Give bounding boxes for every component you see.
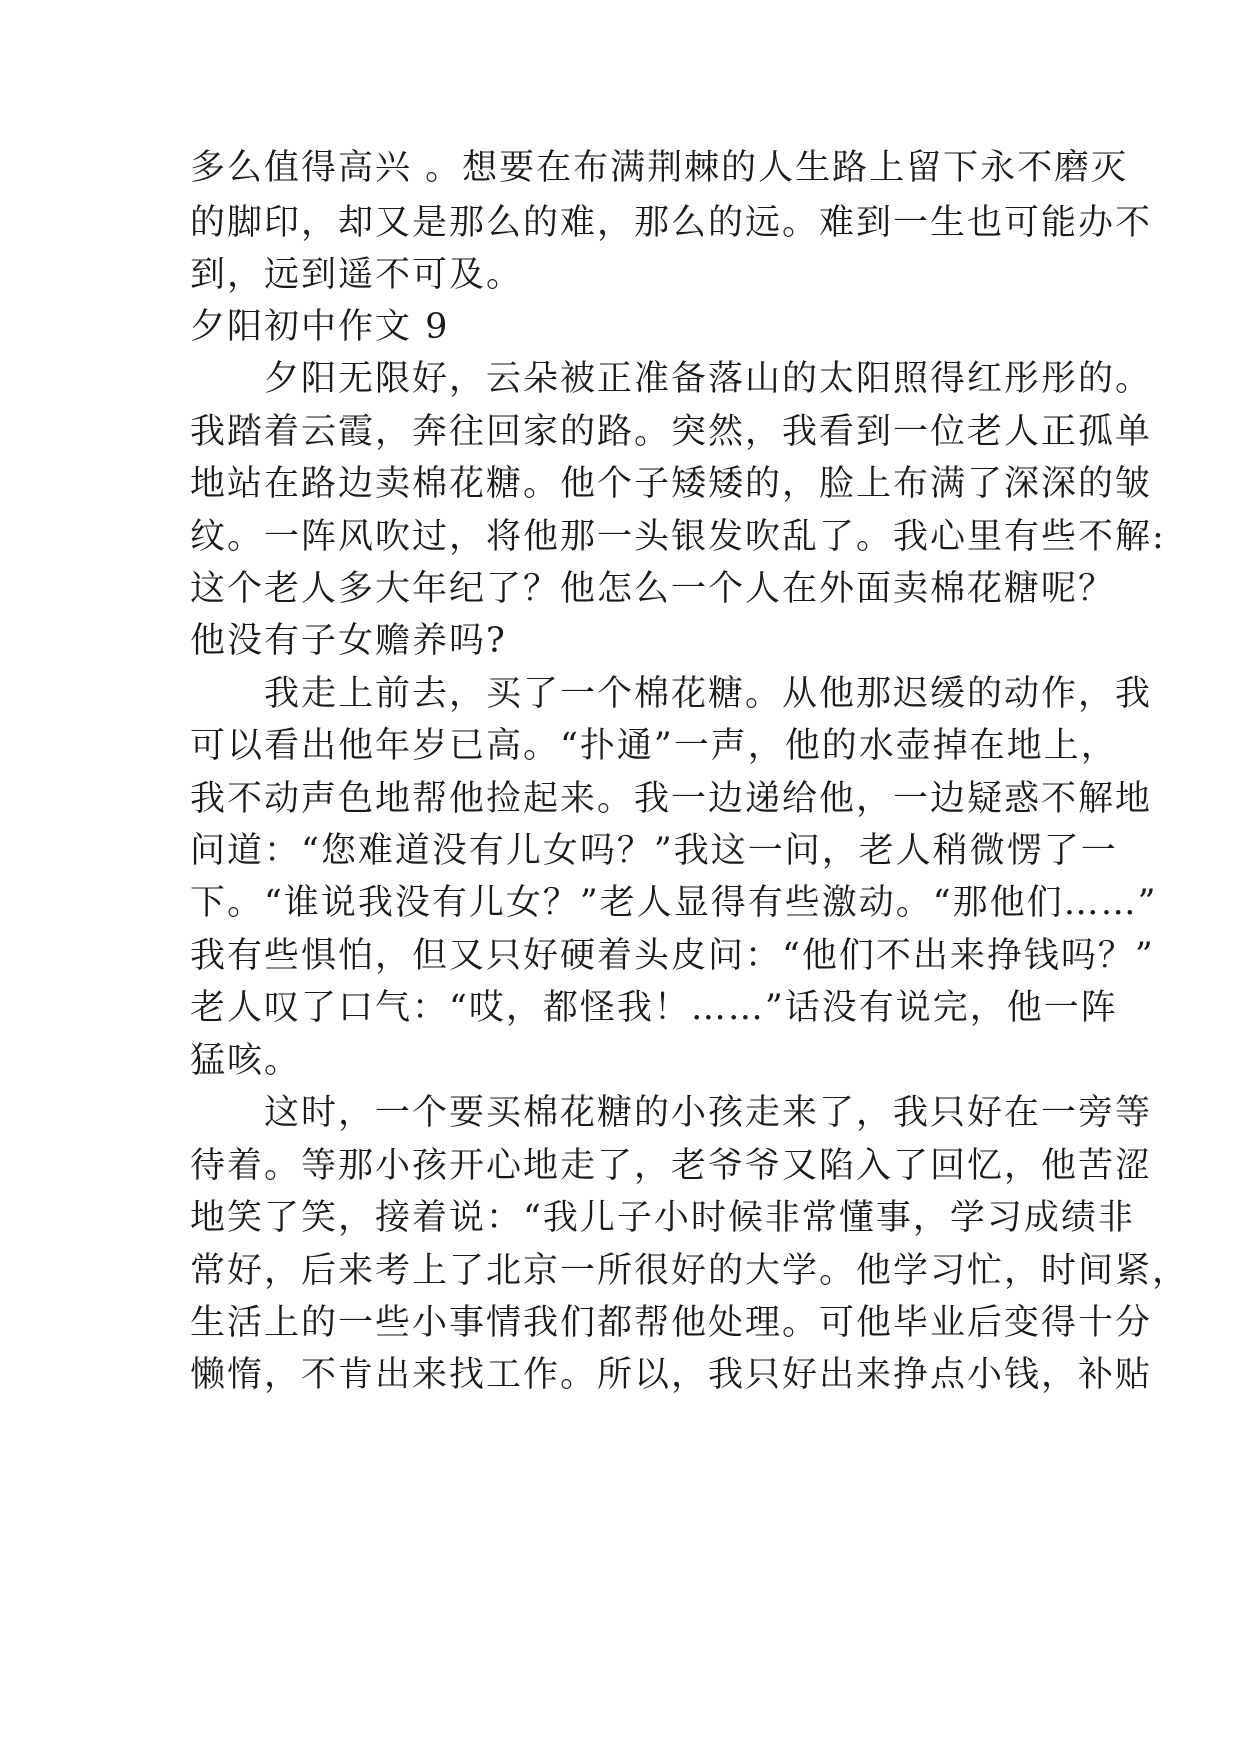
text-line: 生活上的一些小事情我们都帮他处理。可他毕业后变得十分 [190, 1303, 1153, 1343]
text-line: 多么值得高兴 。想要在布满荆棘的人生路上留下永不磨灭 [190, 148, 1129, 188]
text-line: 下。“谁说我没有儿女？”老人显得有些激动。“那他们……” [190, 883, 1158, 923]
text-line: 地笑了笑，接着说：“我儿子小时候非常懂事，学习成绩非 [190, 1198, 1135, 1238]
text-line: 这时，一个要买棉花糖的小孩走来了，我只好在一旁等 [190, 1093, 1153, 1133]
text-line: 常好，后来考上了北京一所很好的大学。他学习忙，时间紧， [190, 1251, 1190, 1291]
text-line: 纹。一阵风吹过，将他那一头银发吹乱了。我心里有些不解: [190, 517, 1166, 557]
text-line: 我有些惧怕，但又只好硬着头皮问：“他们不出来挣钱吗？” [190, 936, 1155, 976]
text-line: 这个老人多大年纪了？他怎么一个人在外面卖棉花糖呢？ [190, 569, 1116, 609]
text-line: 待着。等那小孩开心地走了，老爷爷又陷入了回忆，他苦涩 [190, 1146, 1153, 1186]
text-line: 问道：“您难道没有儿女吗？”我这一问，老人稍微愣了一 [190, 831, 1118, 871]
text-line: 猛咳。 [190, 1041, 302, 1081]
text-line: 我走上前去，买了一个棉花糖。从他那迟缓的动作，我 [190, 674, 1153, 714]
text-line: 懒惰，不肯出来找工作。所以，我只好出来挣点小钱，补贴 [190, 1355, 1153, 1395]
section-heading: 夕阳初中作文 9 [190, 307, 450, 347]
text-line: 老人叹了口气：“哎，都怪我！……”话没有说完，他一阵 [190, 988, 1118, 1028]
text-line: 夕阳无限好，云朵被正准备落山的太阳照得红彤彤的。 [190, 359, 1153, 399]
text-line: 地站在路边卖棉花糖。他个子矮矮的，脸上布满了深深的皱 [190, 464, 1153, 504]
text-line: 他没有子女赡养吗? [190, 621, 507, 661]
text-line: 我不动声色地帮他捡起来。我一边递给他，一边疑惑不解地 [190, 779, 1153, 819]
text-line: 的脚印，却又是那么的难，那么的远。难到一生也可能办不 [190, 203, 1153, 243]
text-line: 我踏着云霞，奔往回家的路。突然，我看到一位老人正孤单 [190, 412, 1153, 452]
text-line: 到，远到遥不可及。 [190, 255, 524, 295]
text-line: 可以看出他年岁已高。“扑通”一声，他的水壶掉在地上， [190, 726, 1118, 766]
